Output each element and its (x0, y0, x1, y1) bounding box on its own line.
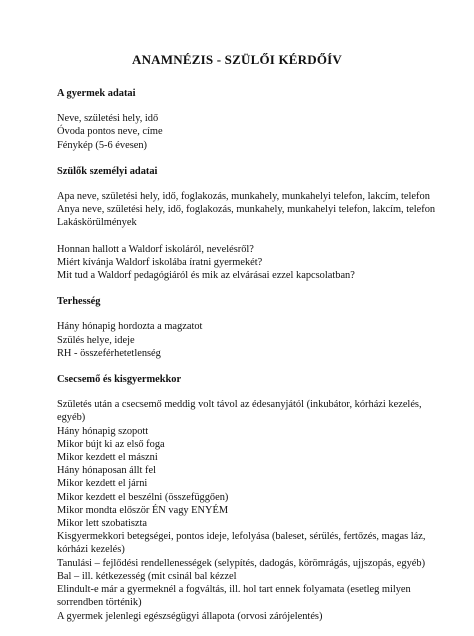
text-line: Szülés helye, ideje (57, 334, 135, 346)
text-line: Miért kívánja Waldorf iskolába íratni gyermekét? (57, 256, 263, 268)
text-line: Fénykép (5-6 évesen) (57, 139, 148, 151)
text-line: Mikor mondta először ÉN vagy ENYÉM (57, 504, 229, 516)
text-line: Hány hónapig hordozta a magzatot (57, 321, 203, 333)
text-line: Mikor bújt ki az első foga (57, 438, 165, 450)
section-heading: Terhesség (57, 296, 101, 308)
text-line: Mikor kezdett el járni (57, 478, 148, 490)
text-line: Óvoda pontos neve, címe (57, 126, 163, 138)
text-line: RH - összeférhetetlenség (57, 347, 161, 359)
section-heading: Csecsemő és kisgyermekkor (57, 374, 182, 386)
text-line: Születés után a csecsemő meddig volt távol az édesanyjától (inkubátor, kórházi kezelés, egyéb) (57, 399, 422, 424)
text-line: Apa neve, születési hely, idő, foglakozás, munkahely, munkahelyi telefon, lakcím, telefon (57, 191, 430, 203)
text-line: A gyermek jelenlegi egészségügyi állapota (orvosi zárójelentés) (57, 610, 323, 622)
section-lines (57, 190, 436, 230)
text-line: Elindult-e már a gyermeknél a fogváltás, ill. hol tart ennek folyamata (esetleg milyen sorrendben történik) (57, 584, 411, 609)
section-waldorf-questions (57, 243, 427, 283)
text-line: Bal – ill. kétkezesség (mit csinál bal kézzel (57, 570, 237, 582)
section-parents-data (57, 165, 436, 230)
section-lines (57, 398, 427, 622)
text-line: Mikor kezdett el mászni (57, 452, 158, 464)
text-line: Neve, születési hely, idő (57, 113, 159, 125)
text-line: Mikor lett szobatiszta (57, 518, 148, 530)
section-lines (57, 320, 427, 360)
text-line: Lakáskörülmények (57, 217, 137, 229)
text-line: Hány hónaposan állt fel (57, 465, 156, 477)
text-line: Mit tud a Waldorf pedagógiáról és mik az elvárásai ezzel kapcsolatban? (57, 270, 355, 282)
text-line: Hány hónapig szopott (57, 425, 149, 437)
document-title: ANAMNÉZIS - SZÜLŐI KÉRDŐÍV (132, 52, 342, 67)
section-infancy (57, 373, 427, 623)
text-line: Kisgyermekkori betegségei, pontos ideje, lefolyása (baleset, sérülés, fertőzés, magas láz, kórházi kezelés) (57, 531, 426, 556)
document-body (57, 87, 436, 636)
section-lines (57, 112, 427, 152)
section-heading: A gyermek adatai (57, 88, 136, 99)
text-line: Anya neve, születési hely, idő, foglakozás, munkahely, munkahelyi telefon, lakcím, telefon (57, 204, 436, 216)
section-heading: Szülők személyi adatai (57, 165, 158, 177)
section-child-data (57, 87, 427, 152)
text-line: Mikor kezdett el beszélni (összefüggően) (57, 491, 229, 503)
text-line: Tanulási – fejlődési rendellenességek (selypítés, dadogás, körömrágás, ujjszopás, egyéb) (57, 557, 426, 569)
text-line: Honnan hallott a Waldorf iskoláról, nevelésről? (57, 243, 254, 255)
section-pregnancy (57, 295, 427, 360)
